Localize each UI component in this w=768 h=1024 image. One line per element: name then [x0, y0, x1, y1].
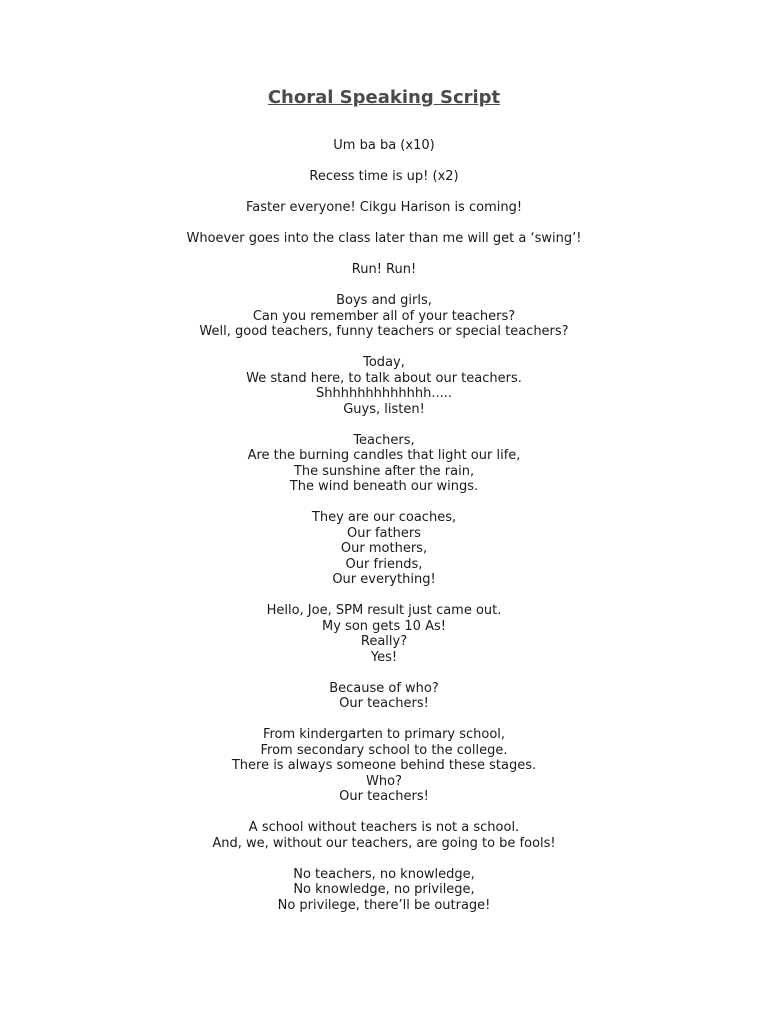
- script-line: A school without teachers is not a school.: [248, 820, 520, 835]
- script-line: Run! Run!: [351, 262, 417, 277]
- stanza-6: [0, 293, 768, 340]
- script-line: Teachers,: [353, 432, 415, 448]
- script-line: Our teachers!: [339, 789, 429, 804]
- script-line: Guys, listen!: [343, 401, 425, 417]
- script-line: Recess time is up! (x2): [309, 169, 459, 184]
- stanza-13: [0, 820, 768, 851]
- script-line: Really?: [360, 634, 408, 649]
- script-line: We stand here, to talk about our teachers.: [246, 370, 522, 386]
- script-line: No teachers, no knowledge,: [293, 866, 475, 882]
- script-line: Are the burning candles that light our life,: [247, 448, 521, 463]
- script-line: Our friends,: [345, 556, 423, 572]
- script-line: The sunshine after the rain,: [293, 463, 475, 479]
- script-line: From kindergarten to primary school,: [262, 727, 506, 742]
- script-line: Boys and girls,: [336, 293, 432, 308]
- stanza-11: [0, 681, 768, 712]
- script-line: They are our coaches,: [311, 510, 457, 525]
- script-body: [0, 138, 768, 929]
- script-line: No knowledge, no privilege,: [293, 882, 475, 897]
- script-line: Um ba ba (x10): [333, 138, 435, 153]
- stanza-2: [0, 169, 768, 185]
- stanza-5: [0, 262, 768, 278]
- script-line: Yes!: [370, 649, 398, 665]
- script-line: Our everything!: [332, 572, 436, 587]
- script-line: Well, good teachers, funny teachers or special teachers?: [199, 324, 569, 339]
- stanza-8: [0, 433, 768, 495]
- script-line: And, we, without our teachers, are going to be fools!: [212, 835, 556, 851]
- stanza-7: [0, 355, 768, 417]
- script-line: Whoever goes into the class later than me will get a ‘swing’!: [186, 231, 582, 246]
- script-line: Because of who?: [329, 680, 439, 696]
- script-line: Hello, Joe, SPM result just came out.: [266, 603, 502, 618]
- stanza-3: [0, 200, 768, 216]
- stanza-4: [0, 231, 768, 247]
- stanza-10: [0, 603, 768, 665]
- script-line: The wind beneath our wings.: [289, 479, 479, 494]
- script-line: Faster everyone! Cikgu Harison is coming!: [245, 200, 523, 215]
- stanza-12: [0, 727, 768, 805]
- script-line: No privilege, there’ll be outrage!: [277, 897, 491, 913]
- script-line: There is always someone behind these stages.: [231, 758, 537, 773]
- script-line: Our teachers!: [339, 696, 429, 711]
- stanza-1: [0, 138, 768, 154]
- script-line: My son gets 10 As!: [322, 618, 446, 634]
- script-line: From secondary school to the college.: [260, 742, 508, 758]
- script-line: Our fathers: [347, 525, 421, 541]
- stanza-9: [0, 510, 768, 588]
- script-line: Shhhhhhhhhhhhh.....: [315, 386, 453, 401]
- document-title: Choral Speaking Script: [267, 87, 501, 108]
- script-line: Can you remember all of your teachers?: [252, 308, 516, 324]
- stanza-14: [0, 867, 768, 914]
- script-line: Our mothers,: [340, 541, 428, 556]
- script-line: Who?: [366, 773, 402, 789]
- script-line: Today,: [363, 355, 405, 370]
